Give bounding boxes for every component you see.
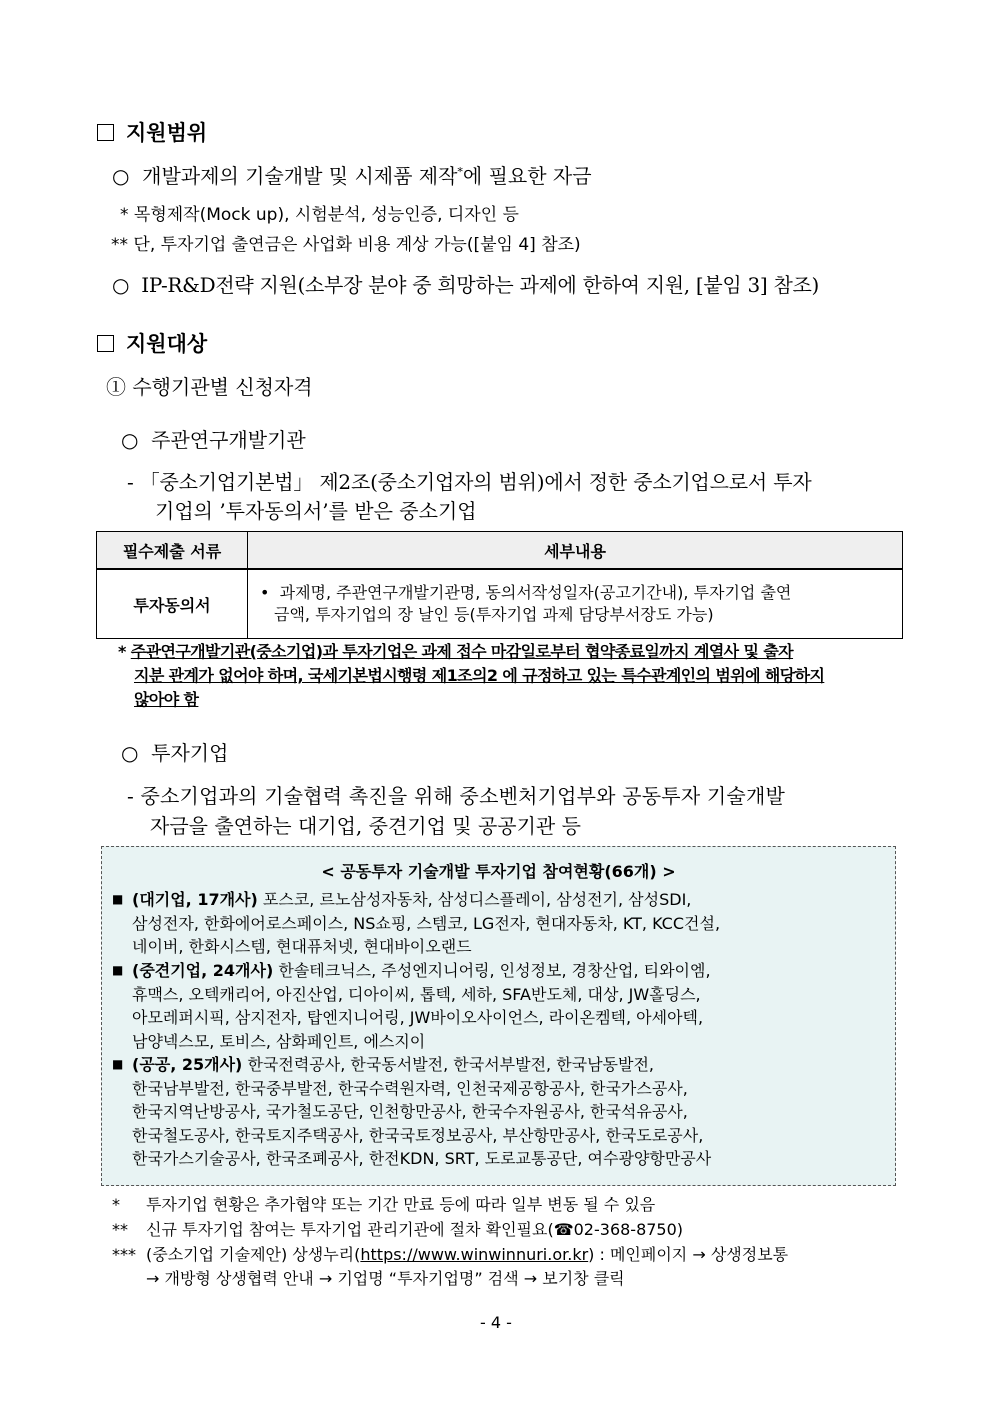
square-bullet-icon: ■ (112, 963, 124, 977)
group-midsize-companies: ■ (중견기업, 24개사) 한솔테크닉스, 주성엔지니어링, 인성정보, 경창산업, 티와이엠, 휴맥스, 오텍캐리어, 아진산업, 디아이씨, 톱텍, 세하, SFA반도체, 대상, JW홀딩스, 아모레퍼시픽, 삼지전자, 탑엔지니어링, JW바이오사이언스, 라이온켐텍, 아세아텍, 남양넥스모, 토비스, 삼화페인트, 에스지이 (112, 961, 711, 1051)
footnote-3: *** (중소기업 기술제안) 상생누리(https://www.winwinnuri.or.kr) : 메인페이지 → 상생정보통 (112, 1245, 789, 1264)
lead-institution-desc-1: - 「중소기업기본법」 제2조(중소기업자의 범위)에서 정한 중소기업으로서 투자 (127, 470, 812, 494)
required-documents-table (96, 531, 903, 639)
scope-item-1: ○ 개발과제의 기술개발 및 시제품 제작*에 필요한 자금 (112, 164, 592, 188)
group-public-institutions: ■ (공공, 25개사) 한국전력공사, 한국동서발전, 한국서부발전, 한국남동발전, 한국남부발전, 한국중부발전, 한국수력원자력, 인천국제공항공사, 한국가스공사, 한국지역난방공사, 국가철도공단, 인천항만공사, 한국수자원공사, 한국석유공사, 한국철도공사, 한국토지주택공사, 한국국토정보공사, 부산항만공사, 한국도로공사, 한국가스기술공사, 한국조폐공사, 한전KDN, SRT, 도로교통공단, 여수광양항만공사 (112, 1055, 712, 1168)
page-number: - 4 - (480, 1313, 512, 1332)
checkbox-square-icon (97, 124, 114, 141)
section-heading-target: 지원대상 (97, 328, 207, 358)
circle-bullet-icon: ○ (112, 273, 130, 297)
scope-item-2: ○ IP-R&D전략 지원(소부장 분야 중 희망하는 과제에 한하여 지원, [붙임 3] 참조) (112, 273, 819, 297)
group-large-companies: ■ (대기업, 17개사) 포스코, 르노삼성자동차, 삼성디스플레이, 삼성전기, 삼성SDI, 삼성전자, 한화에어로스페이스, NS쇼핑, 스템코, LG전자, 현대자동차, KT, KCC건설, 네이버, 한화시스템, 현대퓨처넷, 현대바이오랜드 (112, 890, 721, 956)
investor-companies-box (101, 846, 896, 1186)
footnote-2: ** 신규 투자기업 참여는 투자기업 관리기관에 절차 확인필요(☎02-368-8750) (112, 1220, 684, 1239)
winwinnuri-link[interactable]: https://www.winwinnuri.or.kr (360, 1245, 589, 1264)
table-note: * 주관연구개발기관(중소기업)과 투자기업은 과제 접수 마감일로부터 협약종료일까지 계열사 및 출자 지분 관계가 없어야 하며, 국세기본법시행령 제1조의2 에 규정하고 있는 특수관계인의 범위에 해당하지 않아야 함 (118, 642, 825, 709)
target-subheading: ① 수행기관별 신청자격 (106, 375, 313, 399)
checkbox-square-icon (97, 335, 114, 352)
scope-note-1: * 목형제작(Mock up), 시험분석, 성능인증, 디자인 등 (120, 205, 519, 225)
table-header-detail: 세부내용 (248, 532, 903, 570)
box-title: < 공동투자 기술개발 투자기업 참여현황(66개) > (321, 862, 676, 881)
footnote-1: * 투자기업 현황은 추가협약 또는 기간 만료 등에 따라 일부 변동 될 수 있음 (112, 1195, 656, 1214)
investor-heading: ○ 투자기업 (121, 741, 229, 765)
circle-bullet-icon: ○ (121, 741, 139, 765)
lead-institution-desc-2: 기업의 ’투자동의서’를 받은 중소기업 (155, 499, 477, 523)
footnote-3-cont: → 개방형 상생협력 안내 → 기업명 “투자기업명” 검색 → 보기창 클릭 (146, 1269, 625, 1288)
table-header-doc: 필수제출 서류 (97, 532, 248, 570)
square-bullet-icon: ■ (112, 1057, 124, 1071)
table-cell-detail: • 과제명, 주관연구개발기관명, 동의서작성일자(공고기간내), 투자기업 출연 금액, 투자기업의 장 날인 등(투자기업 과제 담당부서장도 가능) (248, 569, 903, 639)
circle-bullet-icon: ○ (112, 164, 130, 188)
lead-institution-heading: ○ 주관연구개발기관 (121, 428, 306, 452)
table-cell-doc: 투자동의서 (97, 569, 248, 639)
scope-note-2: ** 단, 투자기업 출연금은 사업화 비용 계상 가능([붙임 4] 참조) (111, 235, 581, 255)
table-header-row (97, 532, 903, 570)
circle-bullet-icon: ○ (121, 428, 139, 452)
dot-bullet-icon: • (260, 583, 270, 602)
square-bullet-icon: ■ (112, 892, 124, 906)
circled-number-icon: ① (106, 375, 126, 399)
table-row (97, 569, 903, 639)
section-heading-scope: 지원범위 (97, 117, 207, 147)
investor-desc-2: 자금을 출연하는 대기업, 중견기업 및 공공기관 등 (150, 814, 581, 838)
investor-desc-1: - 중소기업과의 기술협력 촉진을 위해 중소벤처기업부와 공동투자 기술개발 (127, 784, 785, 808)
